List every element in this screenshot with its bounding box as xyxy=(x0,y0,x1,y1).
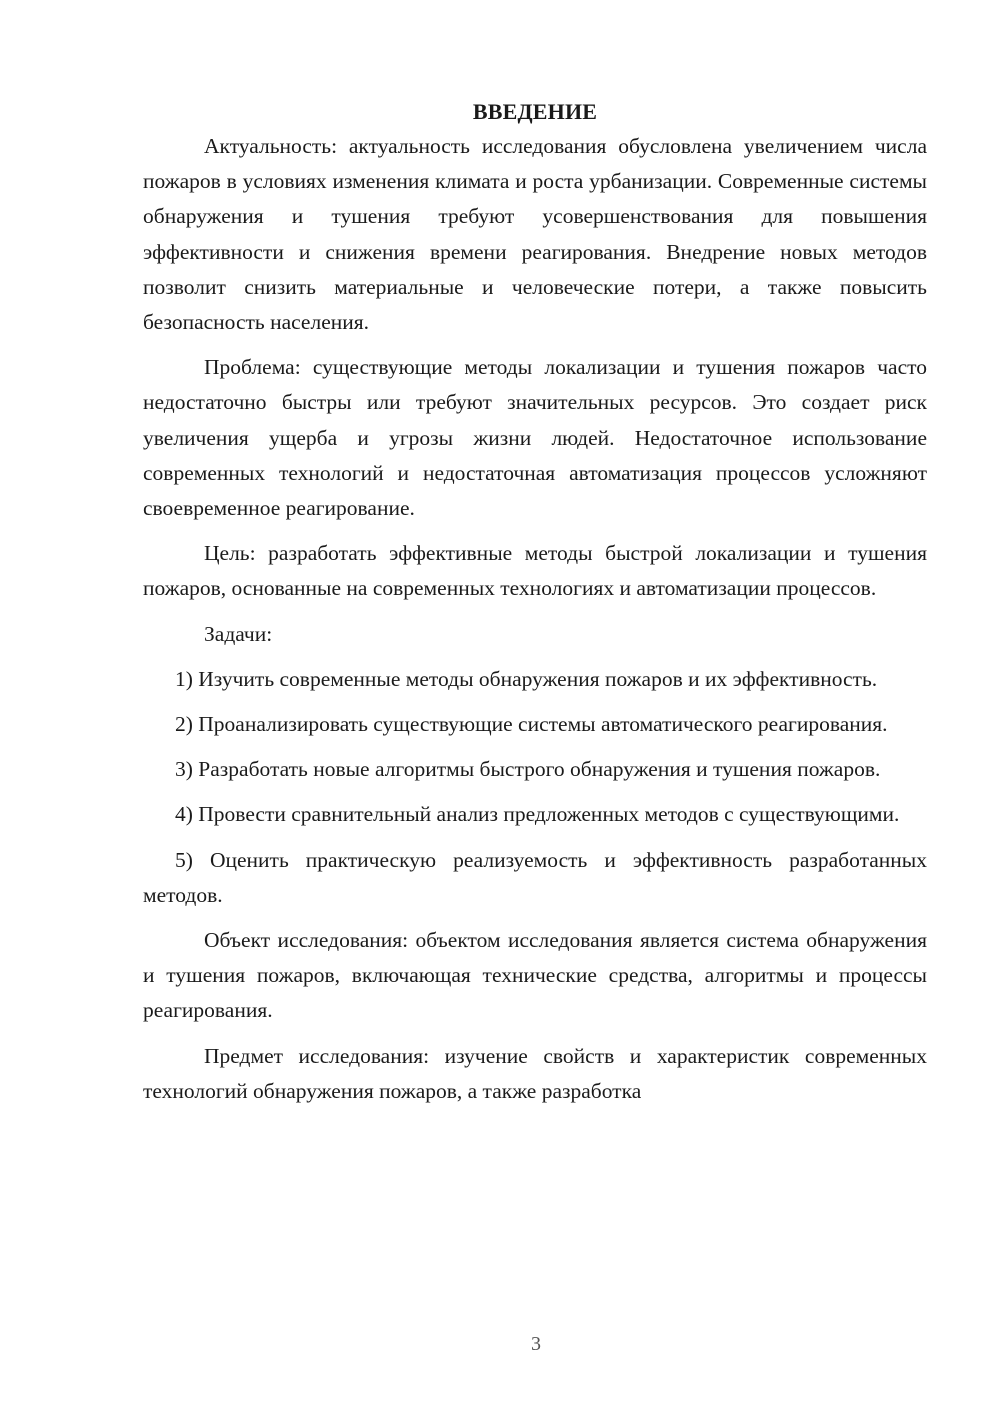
task-item: 2) Проанализировать существующие системы автоматического реагирования. xyxy=(175,712,888,737)
page-content xyxy=(143,94,927,1109)
task-item: 1) Изучить современные методы обнаружения пожаров и их эффективность. xyxy=(175,666,878,691)
task-item: 4) Провести сравнительный анализ предложенных методов с существующими. xyxy=(175,802,900,827)
goal-paragraph: Цель: разработать эффективные методы быстрой локализации и тушения пожаров, основанные на современных технологиях и автоматизации процессов. xyxy=(143,541,927,601)
subject-paragraph: Предмет исследования: изучение свойств и характеристик современных технологий обнаружения пожаров, а также разработка xyxy=(143,1043,927,1103)
section-heading: ВВЕДЕНИЕ xyxy=(472,99,598,124)
task-item: 3) Разработать новые алгоритмы быстрого обнаружения и тушения пожаров. xyxy=(175,757,881,782)
task-item: 5) Оценить практическую реализуемость и эффективность разработанных методов. xyxy=(143,847,927,907)
object-paragraph: Объект исследования: объектом исследования является система обнаружения и тушения пожаров, включающая технические средства, алгоритмы и процессы реагирования. xyxy=(143,928,927,1023)
relevance-paragraph: Актуальность: актуальность исследования обусловлена увеличением числа пожаров в условиях изменения климата и роста урбанизации. Современные системы обнаружения и тушения требуют усовершенствования для повышения эффективности и снижения времени реагирования. Внедрение новых методов позволит снизить материальные и человеческие потери, а также повысить безопасность населения. xyxy=(143,134,927,335)
tasks-list xyxy=(143,662,927,913)
page-number: 3 xyxy=(531,1333,541,1355)
tasks-label: Задачи: xyxy=(204,621,273,646)
problem-paragraph: Проблема: существующие методы локализации и тушения пожаров часто недостаточно быстры или требуют значительных ресурсов. Это создает риск увеличения ущерба и угрозы жизни людей. Недостаточное использование современных технологий и недостаточная автоматизация процессов усложняют своевременное реагирование. xyxy=(143,355,927,521)
